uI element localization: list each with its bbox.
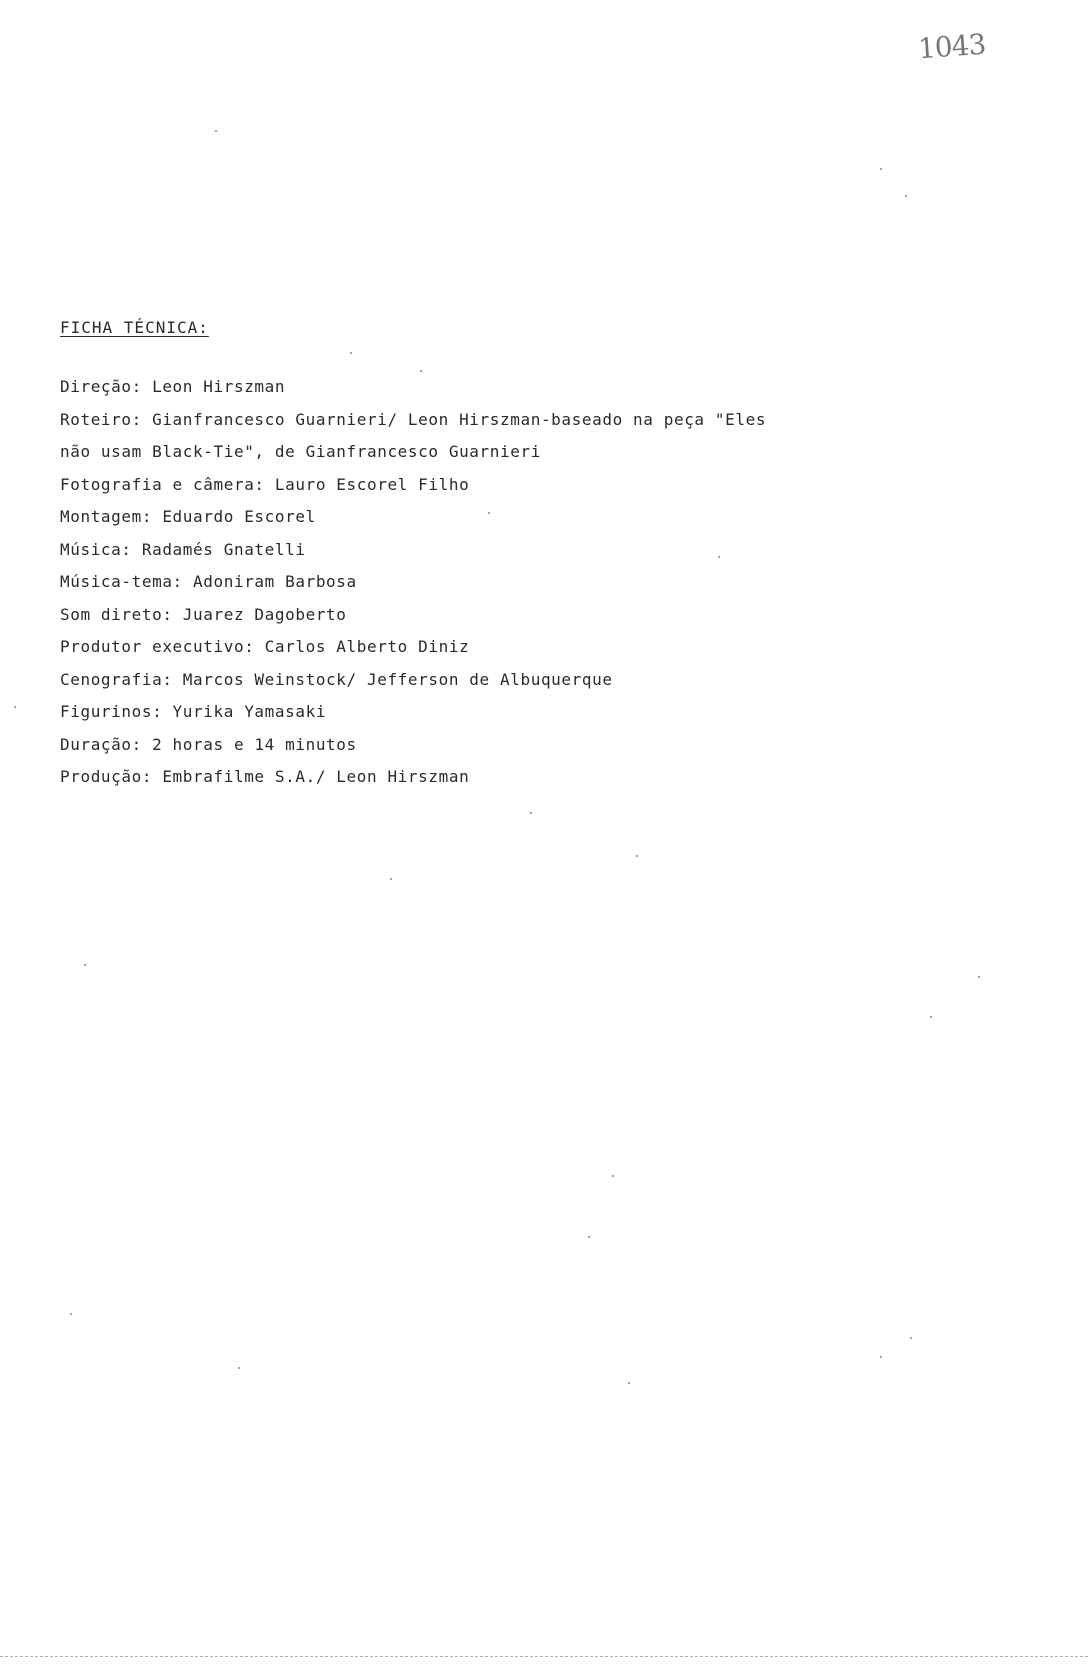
scan-speck <box>238 1367 240 1369</box>
credit-line: Montagem: Eduardo Escorel <box>60 507 316 526</box>
page-number: 1043 <box>916 27 987 66</box>
scan-speck <box>718 556 720 558</box>
scan-speck <box>978 976 980 978</box>
scan-speck <box>488 512 490 514</box>
credit-line: não usam Black-Tie", de Gianfrancesco Guarnieri <box>60 442 541 461</box>
scan-speck <box>880 168 882 170</box>
credit-line: Música: Radamés Gnatelli <box>60 539 306 559</box>
credit-line: Cenografia: Marcos Weinstock/ Jefferson de Albuquerque <box>60 669 613 689</box>
credit-line: Duração: 2 horas e 14 minutos <box>60 734 357 754</box>
credit-line: Fotografia e câmera: Lauro Escorel Filho <box>60 474 470 494</box>
scan-speck <box>636 855 638 857</box>
scan-speck <box>905 195 907 197</box>
scan-speck <box>588 1236 590 1238</box>
scan-speck <box>215 130 217 132</box>
credit-line: Direção: Leon Hirszman <box>60 377 286 396</box>
scan-speck <box>420 370 422 372</box>
credit-line: Música-tema: Adoniram Barbosa <box>60 572 357 591</box>
scan-speck <box>350 352 352 354</box>
scan-speck <box>70 1313 72 1315</box>
scan-speck <box>628 1382 630 1384</box>
credit-line: Produtor executivo: Carlos Alberto Diniz <box>60 637 470 656</box>
scan-speck <box>612 1175 614 1177</box>
credit-line: Figurinos: Yurika Yamasaki <box>60 702 327 721</box>
scan-speck <box>390 878 392 880</box>
scan-speck <box>84 964 86 966</box>
scan-speck <box>14 706 16 708</box>
credit-line: Produção: Embrafilme S.A./ Leon Hirszman <box>60 767 470 786</box>
scan-bottom-edge <box>0 1656 1088 1660</box>
credit-line: Som direto: Juarez Dagoberto <box>60 604 347 624</box>
scan-speck <box>530 812 532 814</box>
scan-speck <box>880 1356 882 1358</box>
credit-line: Roteiro: Gianfrancesco Guarnieri/ Leon Hirszman-baseado na peça "Eles <box>60 409 767 429</box>
ficha-tecnica <box>60 318 1060 794</box>
ficha-title: FICHA TÉCNICA: <box>60 318 209 337</box>
scan-speck <box>930 1016 932 1018</box>
scan-speck <box>910 1337 912 1339</box>
